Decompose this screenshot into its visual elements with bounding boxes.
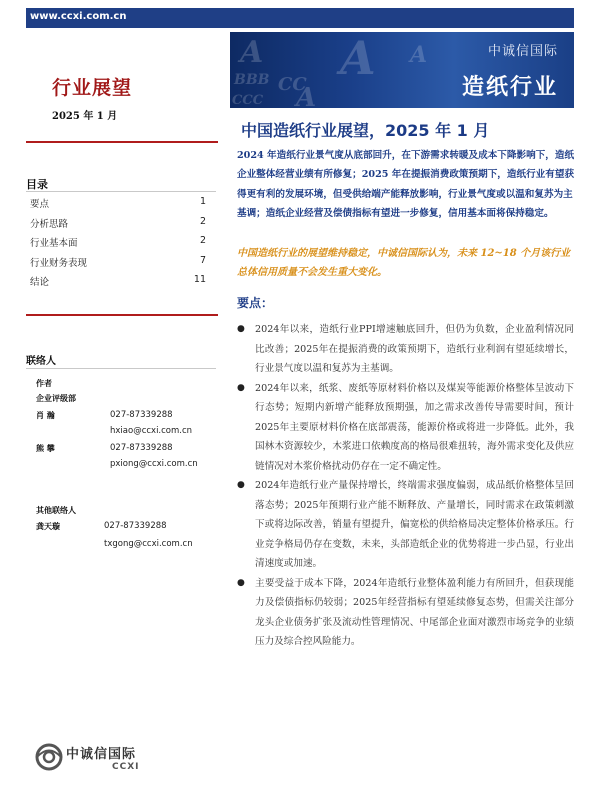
contact-phone: 027-87339288: [104, 521, 167, 531]
toc-item-label: 要点: [30, 199, 50, 210]
deco-letter: BBB: [234, 72, 270, 88]
toc-divider: [26, 191, 216, 192]
toc-heading: 目录: [26, 178, 48, 191]
toc-item[interactable]: [30, 274, 206, 294]
toc-item-page: 7: [199, 254, 206, 266]
points-heading: 要点：: [237, 296, 274, 310]
toc-item-label: 行业财务表现: [30, 257, 88, 269]
contact-email[interactable]: pxiong@ccxi.com.cn: [110, 459, 198, 469]
bullet-icon: ●: [237, 480, 245, 490]
contact-name: 肖 瀚: [36, 411, 55, 420]
point-item: [237, 574, 574, 652]
contact-email[interactable]: txgong@ccxi.com.cn: [104, 539, 193, 549]
point-item: [237, 379, 574, 477]
contact-phone: 027-87339288: [110, 443, 173, 453]
toc-list: [30, 196, 206, 294]
deco-letter: CC: [278, 74, 307, 95]
bullet-icon: ●: [237, 382, 245, 393]
toc-item[interactable]: [30, 235, 206, 255]
toc-item-page: 1: [199, 196, 206, 207]
deco-letter: A: [296, 83, 317, 108]
logo-name: 中诚信国际: [66, 747, 137, 762]
toc-item-page: 2: [199, 235, 206, 246]
company-logo: [34, 740, 154, 780]
toc-item-page: 2: [199, 215, 206, 227]
contacts-heading: 联络人: [26, 356, 56, 367]
point-text: 主要受益于成本下降，2024年造纸行业整体盈利能力有所回升，但获现能力及偿债指标仍较弱；2025年经营指标有望延续修复态势，但需关注部分龙头企业债务扩张及流动性管理情况、中尾部企业面对激烈市场竞争的业绩压力及综合控风险能力。: [255, 577, 574, 647]
logo-sub: CCXI: [112, 762, 140, 772]
point-text: 2024年造纸行业产量保持增长，终端需求强度偏弱，成品纸价格整体呈回落态势；2025年预期行业产能不断释放、产量增长，同时需求在政策刺激下或将边际改善，销量有望提升，偏宽松的供给格局决定整体价格承压。行业竞争格局仍存在变数，未来，头部造纸企业的优势将进一步凸显，行业出清速度或加速。: [255, 480, 574, 569]
contacts-divider: [26, 368, 216, 369]
banner-industry: 造纸行业: [461, 75, 558, 100]
banner-brand: 中诚信国际: [487, 44, 558, 59]
contact-email[interactable]: hxiao@ccxi.com.cn: [110, 426, 193, 436]
team-label: 企业评级部: [36, 394, 76, 403]
toc-item-label: 行业基本面: [30, 238, 78, 249]
site-url[interactable]: www.ccxi.com.cn: [30, 11, 127, 22]
main-title: 中国造纸行业展望，2025 年 1 月: [241, 121, 490, 140]
toc-item[interactable]: [30, 196, 206, 216]
toc-item-label: 分析思路: [30, 218, 69, 230]
contact-phone: 027-87339288: [110, 410, 173, 420]
deco-letter: A: [340, 32, 376, 85]
red-divider: [26, 314, 218, 316]
contact-name: 熊 攀: [36, 444, 55, 453]
deco-letter: A: [240, 35, 264, 70]
top-bar: [26, 8, 574, 28]
toc-item-label: 结论: [30, 277, 50, 288]
logo-icon: [34, 742, 64, 772]
author-label: 作者: [36, 379, 52, 388]
points-list: [237, 320, 574, 652]
toc-item-page: 11: [193, 274, 206, 285]
point-item: [237, 320, 574, 379]
bullet-icon: ●: [237, 324, 245, 334]
contact-name: 龚天璇: [36, 522, 60, 531]
toc-item[interactable]: [30, 255, 206, 275]
point-text: 2024年以来，造纸行业PPI增速触底回升，但仍为负数，企业盈利情况同比改善；2025年在提振消费的政策预期下，造纸行业利润有望延续增长，行业景气度以温和复苏为主基调。: [255, 324, 574, 374]
left-date: 2025 年 1 月: [52, 111, 118, 122]
summary-paragraph: 2024 年造纸行业景气度从底部回升，在下游需求转暖及成本下降影响下，造纸企业整体经营业绩有所修复；2025 年在提振消费政策预期下，造纸行业有望获得更有利的发展环境，但受供给端产能释放影响，行业景气度或以温和复苏为主基调；造纸企业经营及偿债指标有望进一步修复，信用基本面将保持稳定。: [237, 150, 575, 220]
deco-letter: A: [410, 42, 428, 68]
point-text: 2024年以来，纸浆、废纸等原材料价格以及煤炭等能源价格整体呈波动下行态势；短期内新增产能释放预期强，加之需求改善传导需要时间，预计2025年主要原材料价格在底部震荡，能源价格或将进一步降低。此外，我国林木资源较少，木浆进口依赖度高的格局很难扭转，海外需求变化及供应链情况对木浆价格扰动仍存在一定不确定性。: [255, 382, 574, 472]
outlook-note: 中国造纸行业的展望维持稳定，中诚信国际认为，未来 12~18 个月该行业总体信用质量不会发生重大变化。: [237, 248, 571, 278]
bullet-icon: ●: [237, 577, 245, 588]
red-divider: [26, 141, 218, 143]
header-banner: [230, 32, 574, 108]
deco-letter: CCC: [232, 93, 264, 108]
toc-item[interactable]: [30, 216, 206, 236]
point-item: [237, 476, 574, 574]
other-contacts-label: 其他联络人: [36, 506, 76, 515]
left-title: 行业展望: [52, 77, 133, 99]
